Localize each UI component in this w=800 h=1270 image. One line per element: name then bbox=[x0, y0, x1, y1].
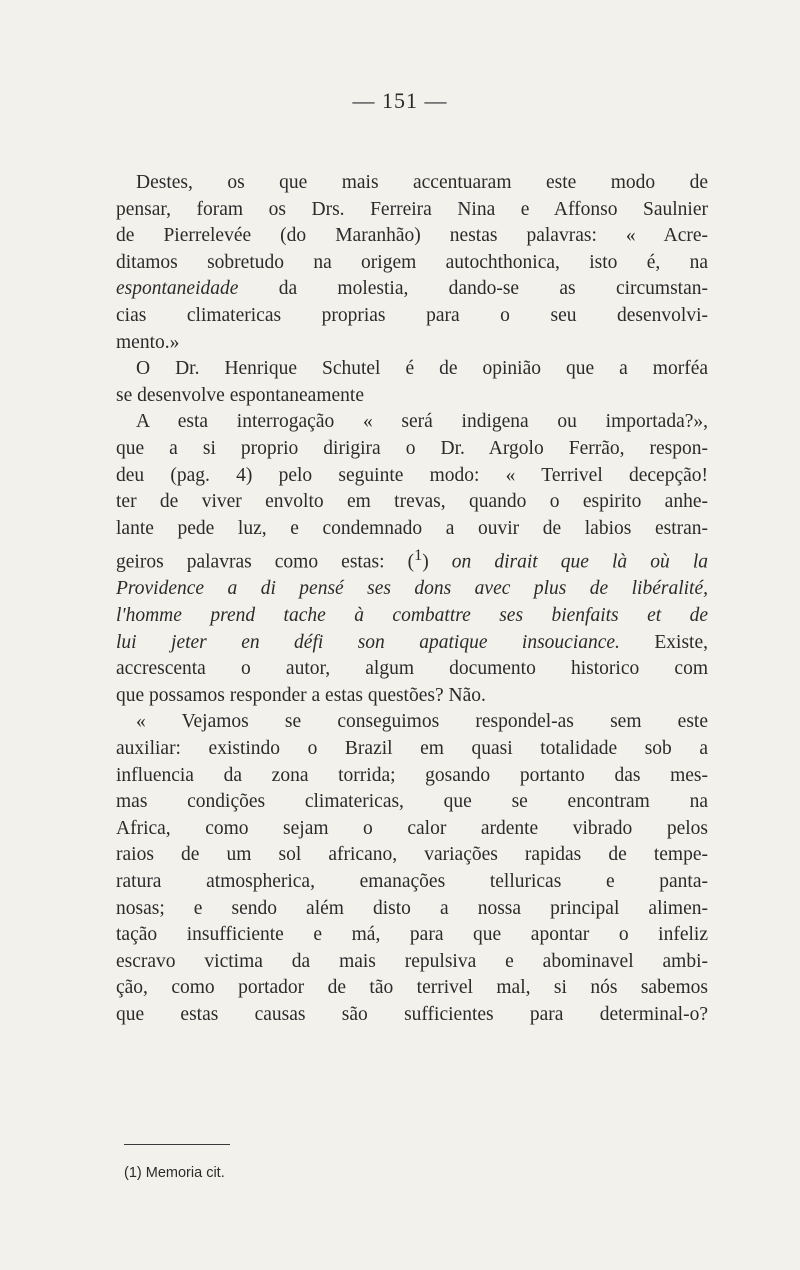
text-line: influencia da zona torrida; gosando portanto das mes- bbox=[116, 764, 708, 786]
text-line: « Vejamos se conseguimos respondel-as sem este bbox=[136, 711, 708, 733]
footnote-text: Memoria cit. bbox=[145, 1165, 225, 1181]
text-line: tação insufficiente e má, para que apontar o infeliz bbox=[116, 924, 708, 946]
text-line: lui jeter en défi son apatique insouciance. Existe, bbox=[116, 631, 708, 653]
text-line: cias climatericas proprias para o seu desenvolvi- bbox=[116, 304, 708, 326]
text-line: Destes, os que mais accentuaram este modo de bbox=[136, 172, 708, 193]
text-line: Providence a di pensé ses dons avec plus de libéralité, bbox=[116, 578, 708, 600]
text-line: mento.» bbox=[116, 331, 180, 353]
text-line: espontaneidade da molestia, dando-se as circumstan- bbox=[116, 278, 708, 300]
text-line: accrescenta o autor, algum documento historico com bbox=[116, 658, 708, 680]
text-line: ção, como portador de tão terrivel mal, si nós sabemos bbox=[116, 977, 708, 999]
text-line: escravo victima da mais repulsiva e abominavel ambi- bbox=[116, 950, 708, 972]
text-line: ratura atmospherica, emanações telluricas e panta- bbox=[116, 870, 708, 892]
text-line: l'homme prend tache à combattre ses bienfaits et de bbox=[116, 605, 708, 626]
text-line: ter de viver envolto em trevas, quando o espirito anhe- bbox=[116, 491, 708, 513]
text-line: auxiliar: existindo o Brazil em quasi totalidade sob a bbox=[116, 737, 708, 759]
italic-word: espontaneidade bbox=[116, 278, 239, 300]
footnote-marker: (1) bbox=[124, 1165, 142, 1181]
text-line: geiros palavras como estas: ($^1$) on dirait que là où la bbox=[116, 546, 708, 573]
text-line: ditamos sobretudo na origem autochthonica, isto é, na bbox=[116, 251, 708, 273]
footnote-divider bbox=[124, 1144, 230, 1145]
text-line: mas condições climatericas, que se encontram na bbox=[116, 791, 708, 813]
text-line: se desenvolve espontaneamente bbox=[116, 384, 364, 406]
text-line: lante pede luz, e condemnado a ouvir de labios estran- bbox=[116, 517, 708, 539]
text-line: O Dr. Henrique Schutel é de opinião que a morféa bbox=[136, 358, 708, 380]
text-line: nosas; e sendo além disto a nossa principal alimen- bbox=[116, 897, 708, 919]
text-line: deu (pag. 4) pelo seguinte modo: « Terrivel decepção! bbox=[116, 464, 708, 486]
footnote bbox=[124, 1165, 225, 1181]
text-line: que a si proprio dirigira o Dr. Argolo Ferrão, respon- bbox=[116, 437, 708, 459]
text-line: Africa, como sejam o calor ardente vibrado pelos bbox=[116, 817, 708, 839]
text-line: que possamos responder a estas questões? Não. bbox=[116, 684, 486, 706]
text-line: de Pierrelevée (do Maranhão) nestas palavras: « Acre- bbox=[116, 225, 708, 247]
text-line: pensar, foram os Drs. Ferreira Nina e Affonso Saulnier bbox=[116, 198, 708, 220]
page-number: — 151 — bbox=[352, 88, 448, 113]
text-line: que estas causas são sufficientes para determinal-o? bbox=[116, 1003, 708, 1025]
body-text bbox=[116, 170, 708, 1029]
text-line: A esta interrogação « será indigena ou importada?», bbox=[136, 411, 708, 433]
text-line: raios de um sol africano, variações rapidas de tempe- bbox=[116, 844, 708, 866]
